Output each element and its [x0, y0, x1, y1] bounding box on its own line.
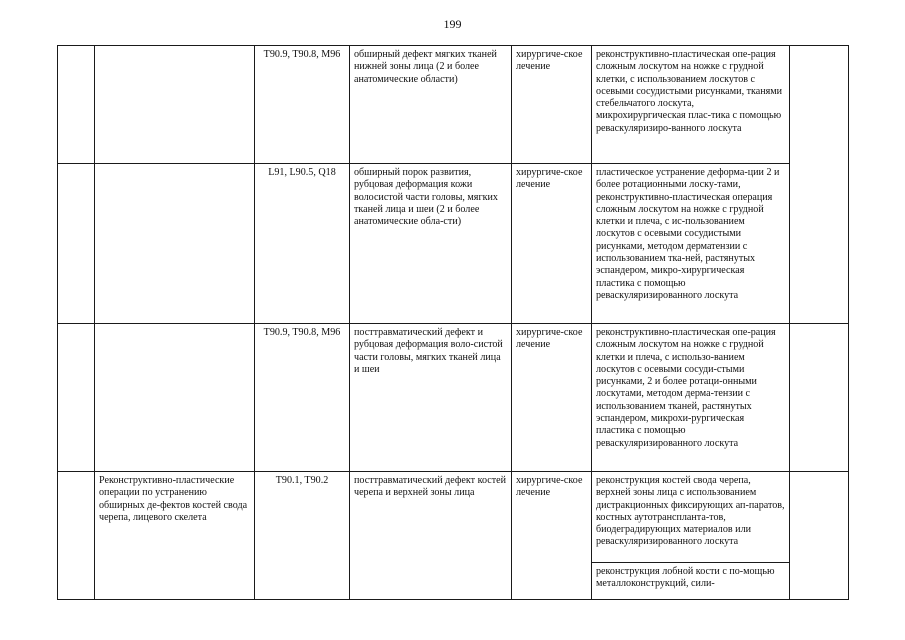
model-cell: посттравматический дефект костей черепа и верхней зоны лица — [350, 472, 512, 600]
row-number-cell — [58, 324, 95, 472]
method-cell: реконструктивно-пластическая опе-рация сложным лоскутом на ножке с грудной клетки, с использованием лоскутов с осевыми сосудистыми рисунками, тканями стебельчатого лоскута, микрохирургическая плас-тика с помощью реваскуляризиро-ванного лоскута — [592, 46, 790, 164]
treatment-cell: хирургиче-ское лечение — [512, 164, 592, 324]
table-row — [58, 472, 849, 563]
table-row — [58, 46, 849, 164]
method-cell: реконструкция костей свода черепа, верхней зоны лица с использованием дистракционных фиксирующих ап-паратов, костных аутотранспланта-тов, биодеградирующих материалов или реваскуляризированного лоскута — [592, 472, 790, 563]
row-number-cell — [58, 472, 95, 600]
group-cell — [95, 46, 255, 164]
model-cell: обширный дефект мягких тканей нижней зоны лица (2 и более анатомические области) — [350, 46, 512, 164]
row-number-cell — [58, 164, 95, 324]
cost-cell — [790, 472, 849, 600]
method-cell: реконструкция лобной кости с по-мощью металлоконструкций, сили- — [592, 563, 790, 600]
group-cell — [95, 164, 255, 324]
group-cell — [95, 324, 255, 472]
model-cell: обширный порок развития, рубцовая деформация кожи волосистой части головы, мягких тканей лица и шеи (2 и более анатомические обла-сти) — [350, 164, 512, 324]
group-cell: Реконструктивно-пластические операции по устранению обширных де-фектов костей свода черепа, лицевого скелета — [95, 472, 255, 600]
page-number: 199 — [443, 17, 462, 31]
table-row — [58, 164, 849, 324]
code-cell: T90.1, T90.2 — [255, 472, 350, 600]
row-number-cell — [58, 46, 95, 164]
treatment-cell: хирургиче-ское лечение — [512, 472, 592, 600]
table-row — [58, 324, 849, 472]
treatment-cell: хирургиче-ское лечение — [512, 46, 592, 164]
treatment-table — [57, 45, 849, 600]
method-cell: реконструктивно-пластическая опе-рация сложным лоскутом на ножке с грудной клетки и плеча, с использо-ванием лоскутов с осевыми сосуди-стыми рисунками, 2 и более ротаци-онными лоскутами, методом дерма-тензии с использованием тканей, растянутых эспандером, микрохи-рургическая пластика с помощью реваскуляризированного лоскута — [592, 324, 790, 472]
code-cell: T90.9, T90.8, M96 — [255, 46, 350, 164]
cost-cell — [790, 46, 849, 324]
code-cell: T90.9, T90.8, M96 — [255, 324, 350, 472]
model-cell: посттравматический дефект и рубцовая деформация воло-систой части головы, мягких тканей лица и шеи — [350, 324, 512, 472]
code-cell: L91, L90.5, Q18 — [255, 164, 350, 324]
method-cell: пластическое устранение деформа-ции 2 и более ротационными лоску-тами, реконструктивно-пластическая операция сложным лоскутом на ножке с грудной клетки и плеча, с ис-пользованием лоскутов с осевыми сосудистыми рисунками, методом дерматензии с использованием тка-ней, растянутых эспандером, микро-хирургическая пластика с помощью реваскуляризированного лоскута — [592, 164, 790, 324]
treatment-cell: хирургиче-ское лечение — [512, 324, 592, 472]
cost-cell — [790, 324, 849, 472]
